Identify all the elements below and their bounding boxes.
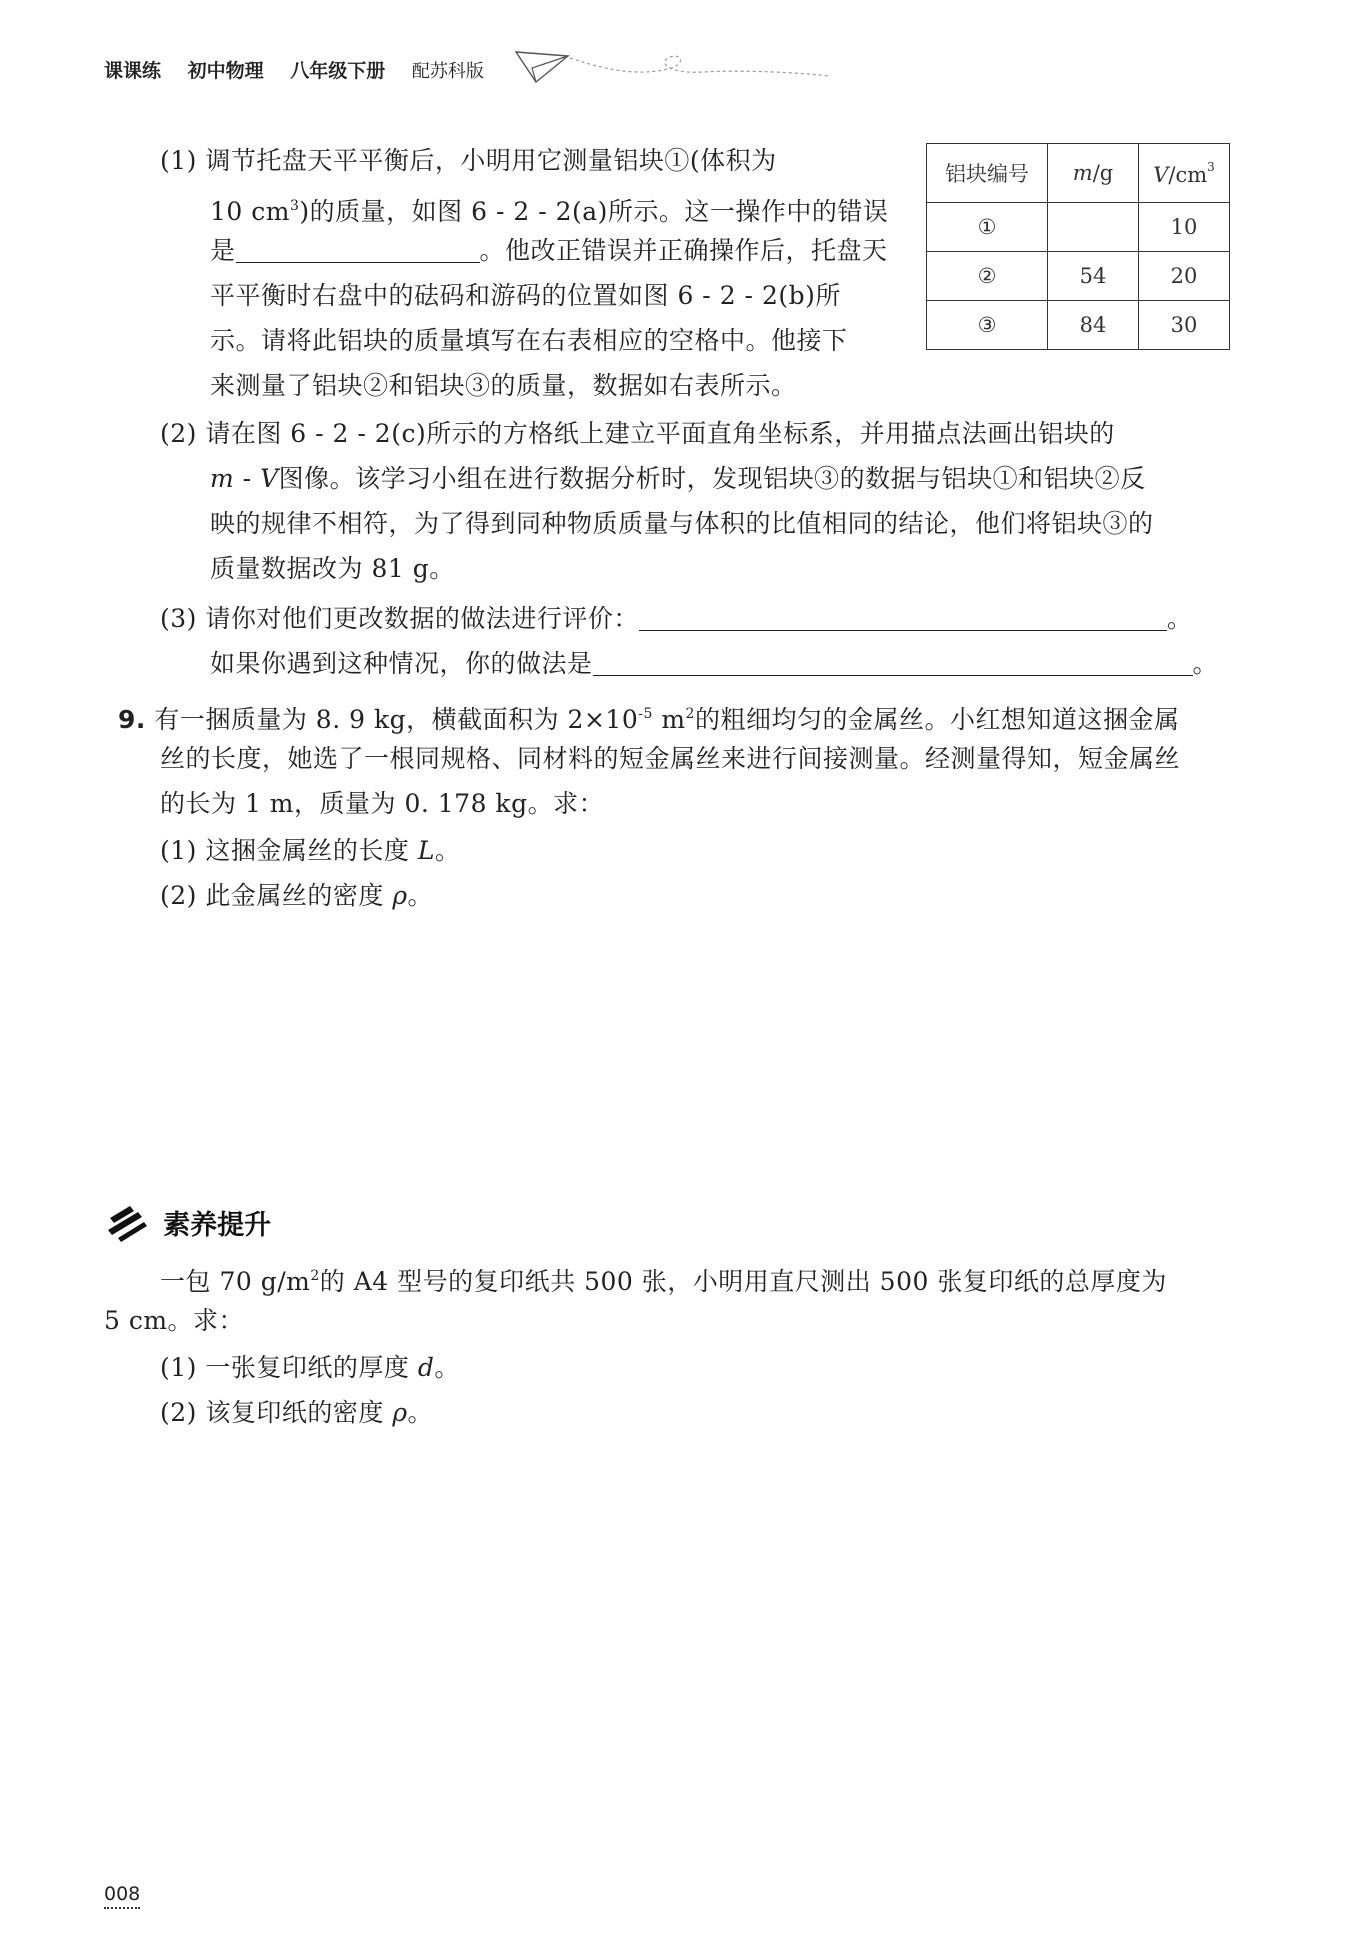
section-title-text: 素养提升 <box>163 1209 272 1241</box>
table-row <box>927 252 1230 301</box>
header-edition: 配苏科版 <box>411 61 484 82</box>
aluminum-data-table <box>926 143 1230 350</box>
answer-blank-evaluation[interactable] <box>639 606 1167 631</box>
ext-line2: 5 cm。求： <box>104 1306 245 1335</box>
table-header-cell: $V/cm^3$ <box>1139 144 1230 203</box>
table-header-row <box>927 144 1230 203</box>
q8-p1-line1: (1) 调节托盘天平平衡后，小明用它测量铝块①(体积为 <box>160 146 777 175</box>
q8-p1-line2: 10 $cm^3$)的质量，如图 6 - 2 - 2(a)所示。这一操作中的错误 <box>210 197 889 226</box>
table-cell: 30 <box>1139 301 1230 350</box>
ext-sub1: (1) 一张复印纸的厚度 d。 <box>160 1353 460 1382</box>
table-cell-answer[interactable] <box>1048 203 1139 252</box>
table-row <box>927 203 1230 252</box>
q8-p2-line4: 质量数据改为 81 g。 <box>210 554 455 583</box>
q9-line1: 9. 有一捆质量为 8. 9 kg，横截面积为 $2\times 10^{-5}$ $m^2$的粗细均匀的金属丝。小红想知道这捆金属 <box>118 705 1180 734</box>
q8-p2-line1: (2) 请在图 6 - 2 - 2(c)所示的方格纸上建立平面直角坐标系，并用描点法画出铝块的 <box>160 419 1115 448</box>
page-number: 008 <box>104 1883 140 1909</box>
header-grade: 八年级下册 <box>290 60 386 82</box>
q8-p2-line2: m - V图像。该学习小组在进行数据分析时，发现铝块③的数据与铝块①和铝块②反 <box>210 464 1146 493</box>
paper-plane-icon <box>512 42 832 92</box>
question-number: 9. <box>118 705 146 734</box>
q8-p1-line4: 平平衡时右盘中的砝码和游码的位置如图 6 - 2 - 2(b)所 <box>210 281 841 310</box>
table-cell: 10 <box>1139 203 1230 252</box>
answer-blank-approach[interactable] <box>593 651 1193 676</box>
q8-p3-line2: 如果你遇到这种情况，你的做法是 。 <box>210 649 1219 678</box>
q9-line2: 丝的长度，她选了一根同规格、同材料的短金属丝来进行间接测量。经测量得知，短金属丝 <box>160 744 1181 773</box>
q9-line3: 的长为 1 m，质量为 0. 178 kg。求： <box>160 789 605 818</box>
table-cell: 84 <box>1048 301 1139 350</box>
table-cell: ③ <box>927 301 1048 350</box>
header-subject: 初中物理 <box>187 60 264 82</box>
header-series: 课课练 <box>104 60 162 82</box>
table-cell: 20 <box>1139 252 1230 301</box>
section-logo-icon <box>104 1202 152 1242</box>
answer-blank-error[interactable] <box>236 238 480 263</box>
section-title <box>104 1202 271 1242</box>
q8-p1-line6: 来测量了铝块②和铝块③的质量，数据如右表所示。 <box>210 371 797 400</box>
ext-line1: 一包 70 $g/m^2$的 A4 型号的复印纸共 500 张，小明用直尺测出 500 张复印纸的总厚度为 <box>160 1267 1167 1296</box>
q9-sub1: (1) 这捆金属丝的长度 L。 <box>160 836 461 865</box>
table-header-cell: 铝块编号 <box>927 144 1048 203</box>
q8-p2-line3: 映的规律不相符，为了得到同种物质质量与体积的比值相同的结论，他们将铝块③的 <box>210 509 1154 538</box>
page-header <box>104 56 504 83</box>
table-header-cell: m/g <box>1048 144 1139 203</box>
q9-sub2: (2) 此金属丝的密度 ρ。 <box>160 881 434 910</box>
ext-sub2: (2) 该复印纸的密度 ρ。 <box>160 1398 434 1427</box>
q8-p3-line1: (3) 请你对他们更改数据的做法进行评价： 。 <box>160 604 1193 633</box>
table-cell: 54 <box>1048 252 1139 301</box>
table-cell: ① <box>927 203 1048 252</box>
q8-p1-line5: 示。请将此铝块的质量填写在右表相应的空格中。他接下 <box>210 326 848 355</box>
q8-p1-line3: 是 。他改正错误并正确操作后，托盘天 <box>210 236 888 265</box>
table-cell: ② <box>927 252 1048 301</box>
table-row <box>927 301 1230 350</box>
